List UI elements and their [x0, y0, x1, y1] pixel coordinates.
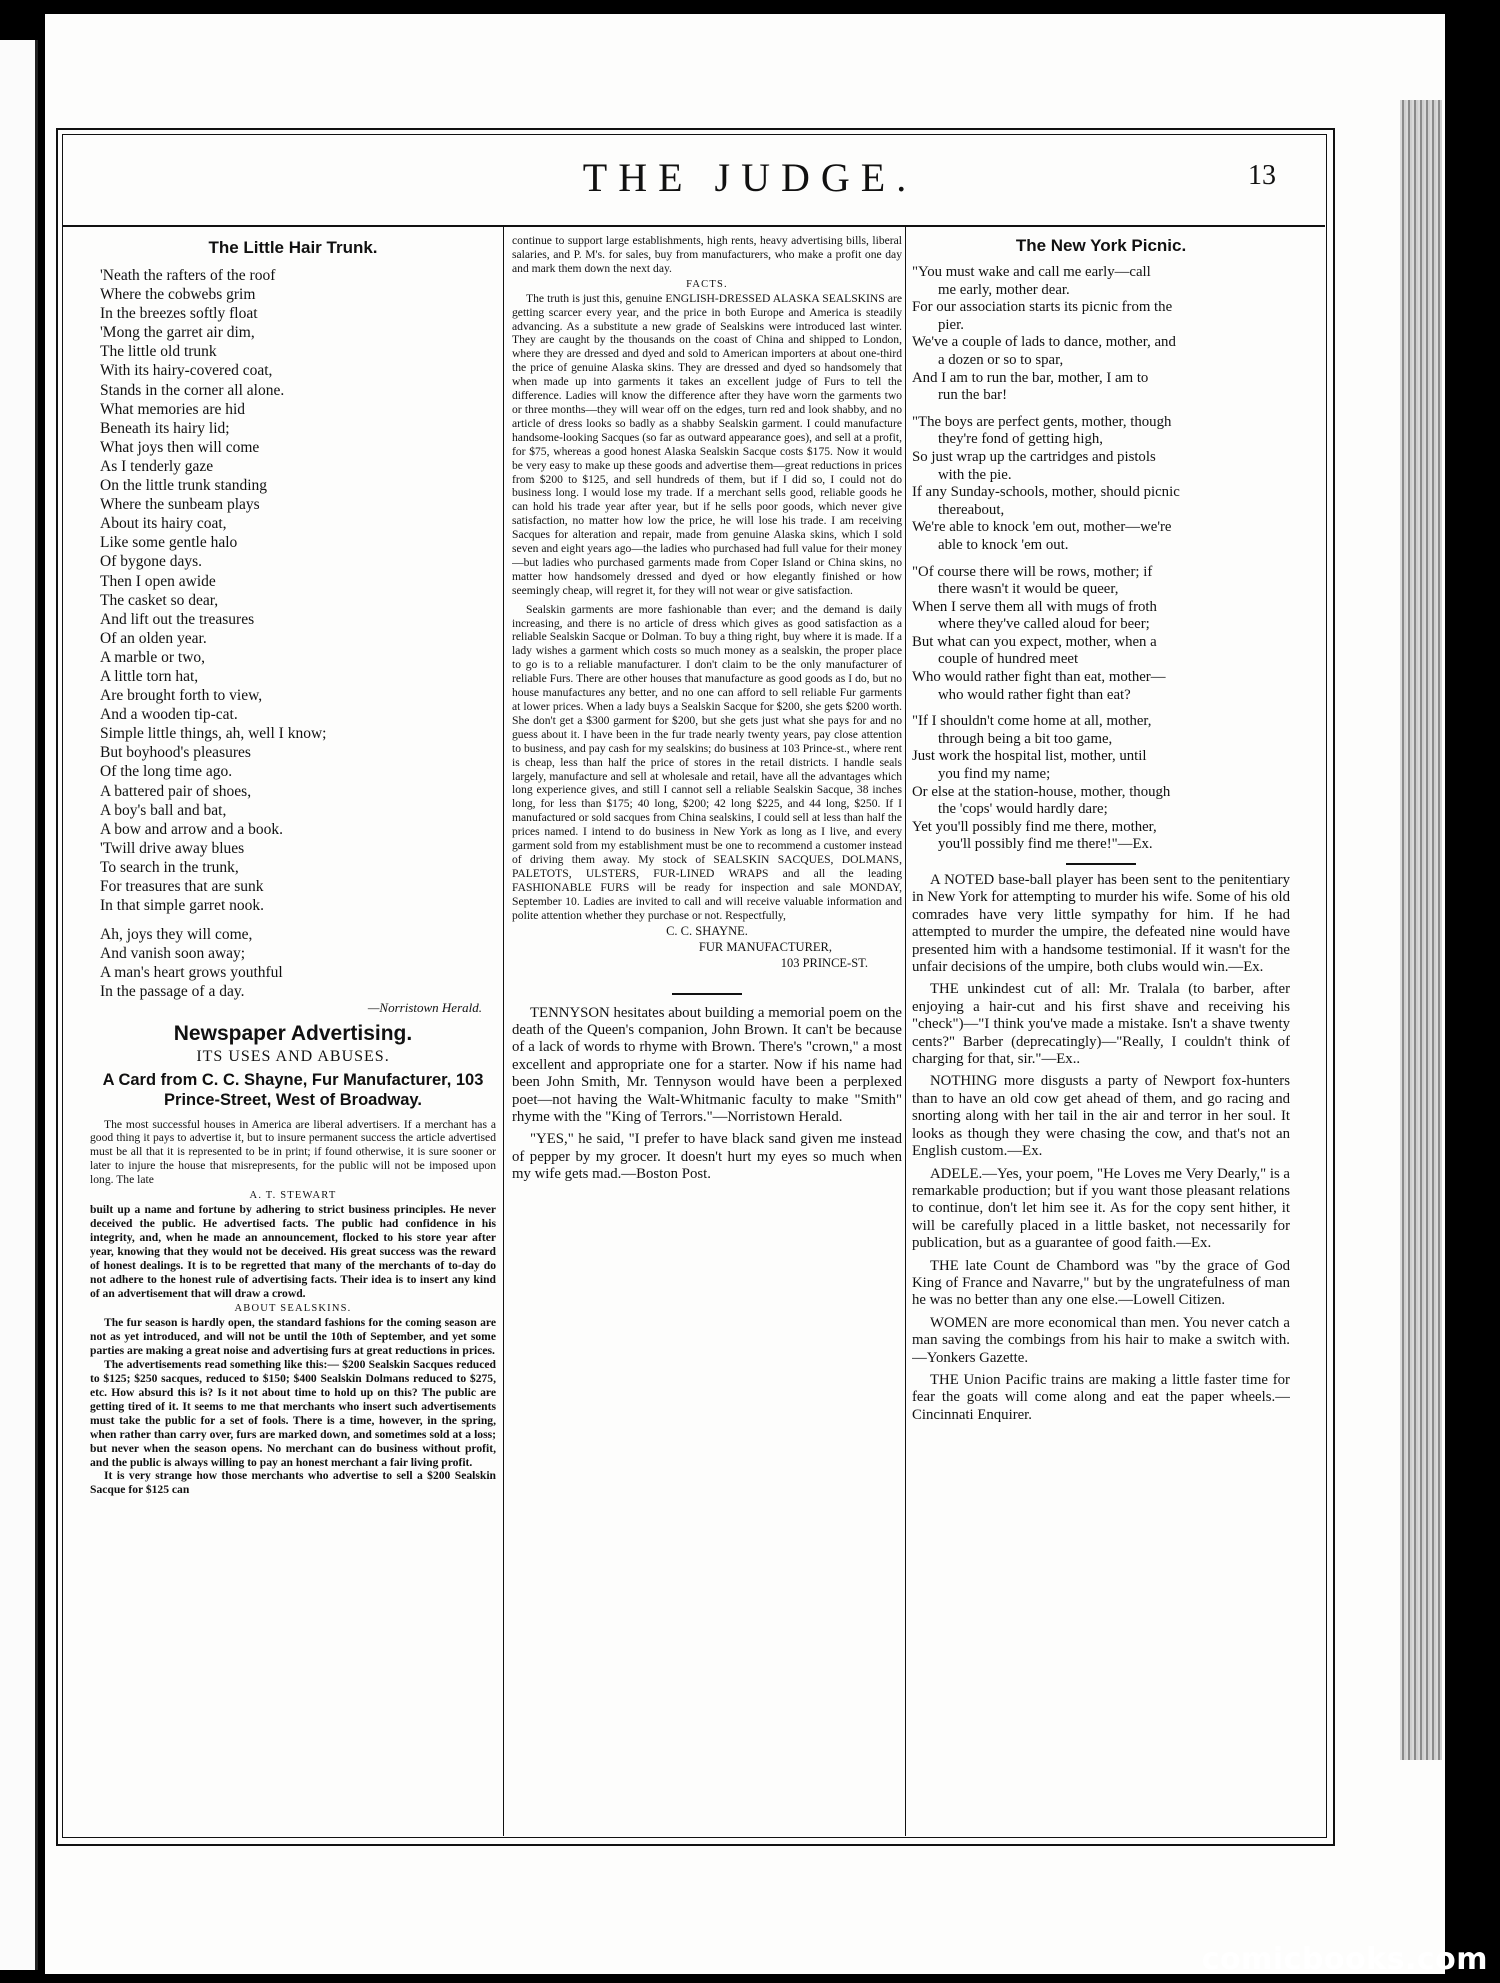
poem-line: A marble or two, — [100, 648, 206, 666]
poem-line: able to knock 'em out. — [938, 536, 1069, 553]
poem-line: Of bygone days. — [100, 553, 203, 571]
poem-line: So just wrap up the cartridges and pistols — [912, 448, 1156, 465]
poem-line: A battered pair of shoes, — [100, 782, 252, 800]
poem-line: you find my name; — [938, 766, 1051, 783]
poem-line: In that simple garret nook. — [100, 897, 264, 915]
column-2 — [512, 234, 902, 1814]
poem-line: Of the long time ago. — [100, 763, 233, 781]
poem-line: 'Mong the garret air dim, — [100, 324, 255, 342]
poem-line: About its hairy coat, — [100, 515, 227, 533]
ad-signature-name: C. C. SHAYNE. — [666, 923, 748, 938]
article-tralala: THE unkindest cut of all: Mr. Tralala (to barber, after enjoying a hair-cut and his first shave and receiving his "check")—"I think you've made a mistake. Isn't a shave twenty cents?" Barber (deprecatingly)—"Really, I couldn't think of charging for that, sir."—Ex.. — [912, 981, 1290, 1068]
ad-paragraph: continue to support large establishments, high rents, heavy advertising bills, liberal salaries, and P. M's. for sales, buy from manufacturers, who make a profit one day and mark them down the next day. — [512, 234, 902, 275]
poem-title: The Little Hair Trunk. — [208, 238, 378, 257]
poem-line: you'll possibly find me there!"—Ex. — [938, 836, 1153, 853]
poem-line: What joys then will come — [100, 438, 260, 456]
article-baseball: A NOTED base-ball player has been sent to the penitentiary in New York for attempting to murder his wife. Some of his old comrades have very little sympathy for him. If he had attempted to murder the umpire, the defeated nine would have presented him with a handsome testimonial. If it wasn't for the unfair decisions of the umpire, both clubs would win.—Ex. — [912, 872, 1290, 976]
poem-line: Are brought forth to view, — [100, 687, 263, 705]
poem-line: with the pie. — [938, 466, 1012, 483]
poem-line: The little old trunk — [100, 343, 217, 361]
ad-paragraph: The fur season is hardly open, the standard fashions for the coming season are not as yet introduced, and will not be until the 10th of September, and yet some parties are making a great noise and advertising furs at great reductions in prices. — [90, 1316, 496, 1358]
divider — [1066, 863, 1136, 865]
binding-edge — [1400, 100, 1442, 1760]
poem-line: couple of hundred meet — [938, 651, 1079, 668]
poem-line: 'Neath the rafters of the roof — [100, 267, 276, 284]
poem-line: "The boys are perfect gents, mother, though — [912, 413, 1172, 430]
ad-subhead: A. T. STEWART — [249, 1190, 337, 1202]
ad-paragraph: The most successful houses in America are liberal advertisers. If a merchant has a good thing it pays to advertise it, but to insure permanent success the article advertised must be all that it is represented to be in print; if found otherwise, it is sure sooner or later to injure the house that misrepresents, for the public will not be imposed upon long. The late — [90, 1117, 496, 1187]
poem-line: me early, mother dear. — [938, 281, 1070, 298]
ad-paragraph: The advertisements read something like this:— $200 Sealskin Sacques reduced to $125; $250 sacques, reduced to $150; $400 Sealskin Dolmans reduced to $275, etc. How absurd this is? Is it not about time to hold up on this? The public are getting tired of it. It seems to me that merchants who insert such advertisements must take the public for a set of fools. There is a time, however, in the spring, when rather than carry over, furs are marked down, and sometimes sold at a loss; but never when the season opens. No merchant can do business without profit, and the public is always willing to pay an honest merchant a fair living profit. — [90, 1358, 496, 1469]
poem-line: "You must wake and call me early—call — [912, 264, 1151, 280]
poem-line: Who would rather fight than eat, mother— — [912, 669, 1166, 686]
ad-card-heading: A Card from C. C. Shayne, Fur Manufacturer, 103 Prince-Street, West of Broadway. — [102, 1070, 484, 1109]
article-adele: ADELE.—Yes, your poem, "He Loves me Very Dearly," is a remarkable production; but if you want those pleasant relations to continue, don't let him see it. As for the copy sent hither, it will be carefully placed in a little basket, not necessarily for publication, but as a guarantee of good faith.—Ex. — [912, 1165, 1290, 1252]
poem-line: And lift out the treasures — [100, 610, 255, 628]
poem-line: And I am to run the bar, mother, I am to — [912, 369, 1149, 386]
poem-body — [90, 266, 496, 915]
poem-line: "If I shouldn't come home at all, mother, — [912, 713, 1152, 730]
poem-line: Where the cobwebs grim — [100, 286, 256, 304]
poem-title: The New York Picnic. — [1015, 236, 1187, 255]
column-3 — [912, 234, 1290, 1814]
poem-line: Then I open awide — [100, 572, 216, 590]
poem-line: With its hairy-covered coat, — [100, 362, 273, 380]
poem-line: On the little trunk standing — [100, 477, 268, 495]
poem-line: We've a couple of lads to dance, mother, and — [912, 334, 1176, 351]
page-number: 13 — [1248, 160, 1276, 191]
poem-line: through being a bit too game, — [938, 730, 1113, 747]
watermark: comicbooks.com — [1201, 1942, 1488, 1977]
ad-subhead: ABOUT SEALSKINS. — [234, 1303, 352, 1315]
ad-signature-title: FUR MANUFACTURER, — [698, 939, 832, 954]
poem-line: Simple little things, ah, well I know; — [100, 725, 327, 743]
poem-line: Where the sunbeam plays — [100, 496, 260, 514]
poem-line: Yet you'll possibly find me there, mother, — [912, 818, 1157, 835]
poem-line: To search in the trunk, — [100, 858, 239, 876]
ad-subhead: FACTS. — [686, 278, 728, 290]
poem-line: Or else at the station-house, mother, though — [912, 783, 1171, 800]
poem-line: In the passage of a day. — [100, 983, 245, 1001]
poem-stanza — [912, 564, 1290, 705]
article-unionpacific: THE Union Pacific trains are making a little faster time for fear the goats will come along and eat the paper wheels.—Cincinnati Enquirer. — [912, 1371, 1290, 1423]
article-foxhunters: NOTHING more disgusts a party of Newport fox-hunters than to have an old cow get ahead of them, and go racing and snorting along with her tail in the air and terror in her soul. It looks as though they were chasing the cow, and that's not an English custom.—Ex. — [912, 1073, 1290, 1160]
article-women: WOMEN are more economical than men. You never catch a man saving the combings from his hair to make a switch with.—Yonkers Gazette. — [912, 1314, 1290, 1366]
poem-line: What memories are hid — [100, 400, 246, 418]
poem-credit: —Norristown Herald. — [367, 999, 482, 1015]
poem-line: We're able to knock 'em out, mother—we're — [912, 519, 1172, 536]
poem-stanza — [912, 713, 1290, 854]
column-rule — [503, 226, 504, 1836]
poem-line: Like some gentle halo — [100, 534, 238, 552]
ad-paragraph: built up a name and fortune by adhering to strict business principles. He never deceived the public. He advertised facts. The public had confidence in his integrity, and, when he made an announcement, flocked to his store year after year, knowing that they would not be deceived. His great success was the reward of honest dealings. It is to be regretted that many of the merchants of to-day do not adhere to the honest rule of advertising facts. Their idea is to insert any kind of an advertisement that will draw a crowd. — [90, 1203, 496, 1300]
poem-line: Just work the hospital list, mother, until — [912, 748, 1147, 765]
poem-line: pier. — [938, 316, 964, 333]
ad-title: Newspaper Advertising. — [173, 1021, 413, 1045]
ad-paragraph: The truth is just this, genuine ENGLISH-DRESSED ALASKA SEALSKINS are getting scarcer every year, and the price in both Europe and America is steadily advancing. As a substitute a new grade of Sealskins were introduced last winter. They are caught by the thousands on the coast of China and shipped to London, where they are dressed and dyed and sold to American importers at about one-third the price of genuine Alaska skins. They are dressed and dyed so handsomely that when made up into garments it takes an excellent judge of Furs to tell the difference. Ladies will know the difference after they have worn the garments two or three months—they will wear off on the edges, turn red and look shabby, and no article of dress looks so badly as a shabby Sealskin garment. I could manufacture handsome-looking Sacques (so far as outward appearance goes), and sell at a profit, for $75, whereas a good honest Alaska Sealskin Sacque costs $175. Now it would be very easy to make up these goods and advertise them—great reductions in prices from $200 to $125, and sell hundreds of them, but if I did so, I could not do business long. I would lose my trade. If a merchant sells good, reliable goods he can hold his trade year after year, but if he sells poor goods, which never give satisfaction, no matter how low the price, he will lose his trade. I am receiving Sacques for alteration and repair, made from genuine Alaska skins, which I sold seven and eight years ago—the ladies who purchased had full value for their money—but ladies who purchased garments made from Coper Island or China skins, no matter how handsomely dressed and dyed or how elegantly finished or how seemingly cheap, will regret it, for they will not wear or give satisfaction. — [512, 291, 902, 597]
poem-stanza — [90, 925, 496, 1001]
poem-line: Ah, joys they will come, — [100, 926, 253, 944]
poem-line: Stands in the corner all alone. — [100, 381, 285, 399]
masthead-rule — [62, 225, 1325, 227]
poem-line: Of an olden year. — [100, 629, 207, 647]
poem-line: the 'cops' would hardly dare; — [938, 801, 1108, 818]
poem-line: And vanish soon away; — [100, 945, 246, 963]
poem-line: As I tenderly gaze — [100, 457, 214, 475]
poem-line: If any Sunday-schools, mother, should picnic — [912, 484, 1180, 501]
poem-line: In the breezes softly float — [100, 305, 258, 323]
poem-line: But boyhood's pleasures — [100, 744, 251, 762]
poem-line: thereabout, — [938, 501, 1005, 518]
poem-line: And a wooden tip-cat. — [100, 706, 238, 724]
poem-line: But what can you expect, mother, when a — [912, 633, 1157, 650]
article-chambord: THE late Count de Chambord was "by the grace of God King of France and Navarre," but by the ungratefulness of man he was no better than any one else.—Lowell Citizen. — [912, 1257, 1290, 1309]
poem-line: who would rather fight than eat? — [938, 686, 1131, 703]
ad-paragraph: It is very strange how those merchants who advertise to sell a $200 Sealskin Sacque for $125 can — [90, 1469, 496, 1497]
poem-line: they're fond of getting high, — [938, 431, 1103, 448]
poem-line: For our association starts its picnic from the — [912, 299, 1173, 316]
poem-line: A bow and arrow and a book. — [100, 820, 283, 838]
poem-stanza — [912, 264, 1290, 405]
poem-line: Beneath its hairy lid; — [100, 419, 230, 437]
poem-line: A little torn hat, — [100, 667, 199, 685]
ad-subtitle: ITS USES AND ABUSES. — [196, 1047, 390, 1065]
poem-line: A man's heart grows youthful — [100, 964, 283, 982]
adjacent-page-edge — [0, 40, 38, 1970]
article-yes: "YES," he said, "I prefer to have black sand given me instead of pepper by my grocer. It doesn't hurt my eyes so much when my wife gets mad.—Boston Post. — [512, 1131, 902, 1183]
poem-line: "Of course there will be rows, mother; if — [912, 563, 1153, 580]
poem-line: A boy's ball and bat, — [100, 801, 227, 819]
masthead-title: THE JUDGE. — [582, 155, 918, 200]
divider — [672, 993, 742, 995]
poem-line: there wasn't it would be queer, — [938, 581, 1119, 598]
poem-line: For treasures that are sunk — [100, 878, 264, 895]
column-rule — [905, 226, 906, 1836]
article-tennyson: TENNYSON hesitates about building a memorial poem on the death of the Queen's companion, John Brown. It can't be because of a lack of words to rhyme with Brown. There's "crown," a most excellent and appropriate one for a starter. Now if his name had been John Smith, Mr. Tennyson would have been a perplexed poet—not having the Walt-Whitmanic faculty to make "Smith" rhyme with the "King of Terrors."—Norristown Herald. — [512, 1004, 902, 1125]
poem-body — [912, 264, 1290, 854]
poem-line: When I serve them all with mugs of froth — [912, 598, 1157, 615]
poem-line: run the bar! — [938, 387, 1008, 404]
ad-paragraph: Sealskin garments are more fashionable than ever; and the demand is daily increasing, and there is no article of dress which gives as good satisfaction as a reliable Sealskin Sacque or Dolman. To buy a thing right, buy where it is made. If a lady wishes a garment which costs so much money as a sealskin, the proper place to go is to a reliable manufacturer. I don't claim to be the only manufacturer of reliable Furs. There are other houses that manufacture as good goods as I do, but no house manufactures any better, and no one can afford to sell reliable Fur garments at lower prices. When a lady buys a Sealskin Sacque for $200, she gets $200 worth. She don't get a $300 garment for $200, but she gets just what she pays for and no guess about it. I have been in the fur trade nearly twenty years, pay close attention to business, and pay cash for my sealskins; do business at 103 Prince-st., where rent is cheap, less than half the price of stores in the retail districts. I handle seals largely, manufacture and sell at wholesale and retail, have all the advantages which long experience gives, and still I cannot sell a reliable Sealskin Sacque, 38 inches long, for less than $175; 40 long, $200; 42 long $225, and 44 long, $250. If I manufactured or sold sacques from China sealskins, I could sell at less than half the prices named. I intend to do business in New York as long as I live, and every garment sold from my establishment must be one to recommend a customer instead of driving them away. My stock of SEALSKIN SACQUES, DOLMANS, PALETOTS, ULSTERS, FUR-LINED WRAPS and all the leading FASHIONABLE FURS will be ready for inspection and sale MONDAY, September 10. Ladies are invited to call and will receive valuable information and polite attention whether they purchase or not. Respectfully, — [512, 602, 902, 922]
poem-line: where they've called aloud for beer; — [938, 616, 1150, 633]
poem-line: a dozen or so to spar, — [938, 351, 1064, 368]
poem-line: The casket so dear, — [100, 591, 219, 609]
poem-stanza — [912, 414, 1290, 555]
poem-line: 'Twill drive away blues — [100, 839, 245, 857]
ad-signature-address: 103 PRINCE-ST. — [780, 955, 868, 970]
column-1 — [90, 234, 496, 1814]
